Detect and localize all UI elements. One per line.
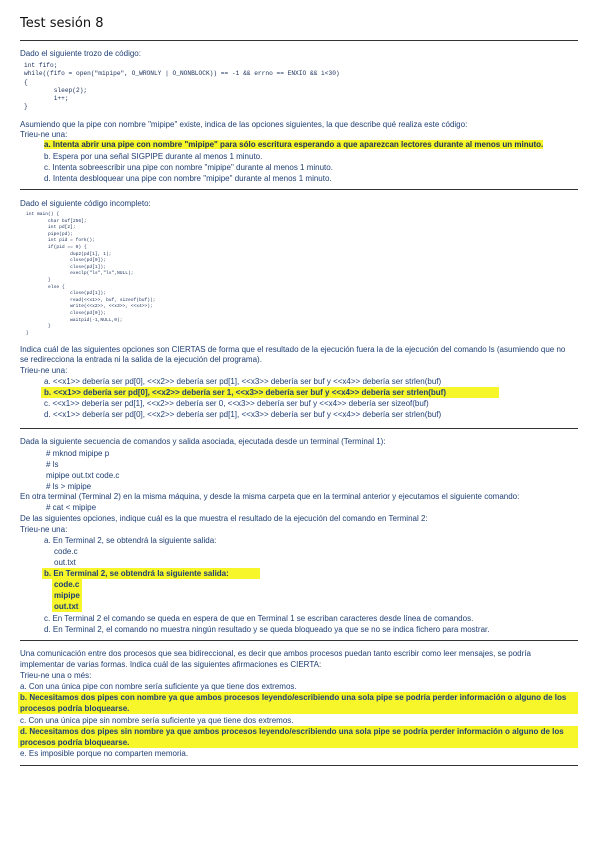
q4-option-a[interactable]: a. Con una única pipe con nombre sería suficiente ya que tiene dos extremos. (20, 682, 297, 691)
q4-option-d[interactable]: d. Necesitamos dos pipes sin nombre ya que ambos procesos leyendo/escribiendo una sola pipe se podría perder información o alguno de los (20, 727, 564, 736)
terminal1-line: mipipe out.txt code.c (46, 471, 120, 480)
code-line: if(pid == 0) { (26, 244, 87, 250)
q2-option-d[interactable]: d. <<x1>> debería ser pd[0], <<x2>> debería ser pd[1], <<x3>> debería ser buf y <<x4>> debería ser strlen(buf) (44, 410, 442, 419)
q2-option-b[interactable]: b. <<x1>> debería ser pd[0], <<x2>> debería ser 1, <<x3>> debería ser buf y <<x4>> debería ser strlen(buf) (44, 388, 446, 397)
code-line: char buf[256]; (26, 218, 87, 224)
q1-question: Asumiendo que la pipe con nombre "mipipe" existe, indica de las opciones siguientes, la que describe qué realiza este código: (20, 120, 468, 129)
code-line: close(pd[0]); (26, 258, 106, 264)
terminal1-line: # ls > mipipe (46, 482, 92, 491)
code-line: } (24, 103, 28, 111)
q3-option-a[interactable]: a. En Terminal 2, se obtendrá la siguiente salida: (44, 536, 217, 545)
q1-option-a[interactable] (44, 140, 543, 150)
q3-option-b-output: mipipe (54, 591, 80, 600)
code-line: close(pd[0]); (26, 310, 106, 316)
q3-prompt: Dada la siguiente secuencia de comandos y salida asociada, ejecutada desde un terminal (Terminal 1): (20, 437, 386, 446)
code-line: int pd[2]; (26, 225, 76, 231)
q1-choose: Trieu-ne una: (20, 130, 68, 139)
terminal1-line: # mknod mipipe p (46, 449, 110, 458)
divider (20, 640, 578, 641)
terminal2-line: # cat < mipipe (46, 503, 97, 512)
q2-option-c[interactable]: c. <<x1>> debería ser pd[1], <<x2>> debería ser 0, <<x3>> debería ser buf y <<x4>> debería ser sizeof(buf) (44, 399, 429, 408)
q1-code-block (24, 62, 340, 112)
q4-line2: implementar de varias formas. Indica cuál de las siguientes afirmaciones es CIERTA: (20, 660, 322, 669)
q4-line1: Una comunicación entre dos procesos que sea bidireccional, es decir que ambos procesos puedan tanto escribir como leer mensajes, se podría (20, 649, 531, 658)
code-line: } (26, 324, 51, 330)
code-line: sleep(2); (24, 86, 88, 94)
code-line: dup2(pd[1], 1); (26, 251, 112, 257)
q1-option-d[interactable]: d. Intenta desbloquear una pipe con nombre "mipipe" durante al menos 1 minuto. (44, 174, 332, 183)
code-line: } (26, 277, 51, 283)
q4-choose: Trieu-ne una o més: (20, 671, 92, 680)
code-line: while((fifo = open("mipipe", O_WRONLY | O_NONBLOCK)) == -1 && errno == ENXIO && i<30) (24, 70, 340, 78)
q1-prompt: Dado el siguiente trozo de código: (20, 49, 141, 58)
q3-option-a-output: code.c (54, 547, 78, 556)
divider (20, 40, 578, 41)
q1-option-b[interactable]: b. Espera por una señal SIGPIPE durante al menos 1 minuto. (44, 152, 263, 161)
code-line: else { (26, 284, 65, 290)
terminal1-line: # ls (46, 460, 59, 469)
q2-choose: Trieu-ne una: (20, 366, 68, 375)
code-line: read(<<x1>>, buf, sizeof(buf)); (26, 297, 156, 303)
code-line: execlp("ls","ls",NULL); (26, 271, 134, 277)
q1-option-a-text: a. Intenta abrir una pipe con nombre "mipipe" para sólo escritura esperando a que aparezcan lectores durante al menos un minuto. (44, 140, 544, 149)
q4-option-c[interactable]: c. Con una única pipe sin nombre sería suficiente ya que tiene dos extremos. (20, 716, 294, 725)
q3-question: De las siguientes opciones, indique cuál es la que muestra el resultado de la ejecución del comando en Terminal 2: (20, 514, 428, 523)
q3-option-b-output: out.txt (54, 602, 79, 611)
code-line: write(<<x2>>, <<x3>>, <<x4>>); (26, 304, 153, 310)
q4-option-b-cont: procesos podría bloquearse. (20, 704, 130, 713)
code-line: int fifo; (24, 62, 58, 69)
q2-question-line2: se redirecciona la entrada ni la salida de la ejecución del programa). (20, 355, 262, 364)
q3-line2: En otra terminal (Terminal 2) en la misma máquina, y desde la misma carpeta que en la terminal anterior y ejecutamos el siguiente comando: (20, 492, 520, 501)
code-line: } (26, 330, 29, 336)
code-line: { (24, 78, 28, 86)
q3-option-a-output: out.txt (54, 558, 76, 567)
q2-option-a[interactable]: a. <<x1>> debería ser pd[0], <<x2>> debería ser pd[1], <<x3>> debería ser buf y <<x4>> debería ser strlen(buf) (44, 377, 442, 386)
divider (20, 765, 578, 766)
q3-option-b[interactable]: b. En Terminal 2, se obtendrá la siguiente salida: (44, 569, 229, 578)
q4-option-d-cont: procesos podría bloquearse. (20, 738, 130, 747)
divider (20, 189, 578, 190)
code-line: int pid = fork(); (26, 238, 95, 244)
divider (20, 428, 578, 429)
q3-choose: Trieu-ne una: (20, 525, 68, 534)
q3-option-d[interactable]: d. En Terminal 2, el comando no muestra ningún resultado y se queda bloqueado ya que se no se indica fichero para mostrar. (44, 625, 490, 634)
q2-question-line1: Indica cuál de las siguientes opciones son CIERTAS de forma que el resultado de la ejecución fuera la de la ejecución del comando ls (asumiendo que no (20, 345, 566, 354)
code-line: waitpid(-1,NULL,0); (26, 317, 123, 323)
q3-option-c[interactable]: c. En Terminal 2 el comando se queda en espera de que en Terminal 1 se escriban caracteres desde línea de comandos. (44, 614, 474, 623)
page-title: Test sesión 8 (20, 16, 104, 31)
code-line: int main() { (26, 212, 60, 217)
q1-option-c[interactable]: c. Intenta sobreescribir una pipe con nombre "mipipe" durante al menos 1 minuto. (44, 163, 333, 172)
q2-code-block (26, 212, 156, 337)
q4-option-e[interactable]: e. Es imposible porque no comparten memoria. (20, 749, 189, 758)
q2-prompt: Dado el siguiente código incompleto: (20, 199, 151, 208)
q3-option-b-output: code.c (54, 580, 80, 589)
code-line: pipe(pd); (26, 231, 73, 237)
code-line: i++; (24, 95, 69, 103)
q4-option-b[interactable]: b. Necesitamos dos pipes con nombre ya que ambos procesos leyendo/escribiendo una sola pipe se podría perder información o alguno de los (20, 693, 567, 702)
code-line: close(pd[1]); (26, 291, 106, 297)
code-line: close(pd[1]); (26, 264, 106, 270)
